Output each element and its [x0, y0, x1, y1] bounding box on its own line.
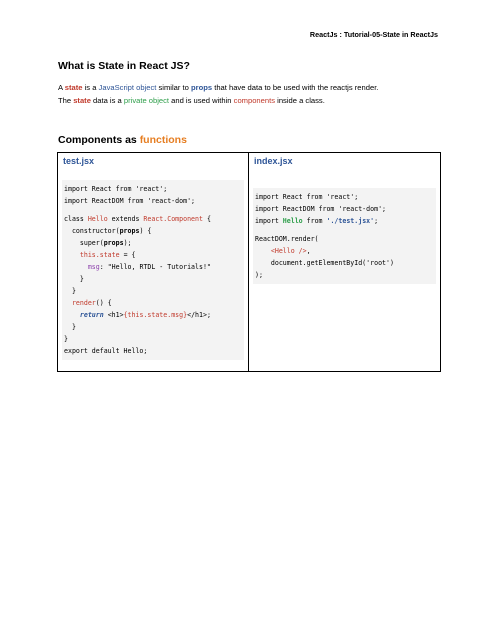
- code-line: document.getElementById('root'): [255, 259, 394, 267]
- code-line: export default Hello;: [64, 347, 148, 355]
- code-line: }: [64, 335, 68, 343]
- code-line: ReactDOM.render(: [255, 235, 319, 243]
- code-line: super(props);: [64, 239, 132, 247]
- code-line: render() {: [71, 299, 112, 307]
- section-heading-components: Components as functions: [58, 134, 187, 146]
- file-title-test-jsx: test.jsx: [63, 156, 95, 166]
- code-line: <Hello />,: [270, 247, 311, 255]
- code-line: }: [64, 323, 76, 331]
- code-line: return <h1>{this.state.msg}</h1>;: [79, 311, 211, 319]
- intro-paragraph: [58, 81, 448, 107]
- heading-highlight-functions: functions: [139, 134, 187, 146]
- term-private-object: private object: [123, 96, 170, 105]
- left-column: [58, 153, 249, 372]
- intro-line-2: The state data is a private object and is used within components inside a class.: [58, 96, 325, 105]
- code-line: import ReactDOM from 'react-dom';: [64, 197, 196, 205]
- term-state: state: [64, 83, 83, 92]
- right-column: [249, 153, 441, 372]
- code-line: this.state = {: [79, 251, 136, 259]
- term-props: props: [190, 83, 213, 92]
- term-components: components: [233, 96, 276, 105]
- code-line: msg: "Hello, RTDL - Tutorials!": [87, 263, 211, 271]
- code-block-test-jsx: [62, 180, 244, 360]
- section-heading-state: What is State in React JS?: [58, 60, 190, 72]
- code-line: class Hello extends React.Component {: [64, 215, 211, 223]
- file-title-index-jsx: index.jsx: [254, 156, 293, 166]
- term-state-2: state: [73, 96, 91, 105]
- code-line: );: [255, 271, 263, 279]
- code-line: }: [64, 275, 84, 283]
- code-line: import Hello from './test.jsx';: [255, 217, 379, 225]
- code-line: import React from 'react';: [255, 193, 359, 201]
- page-header: ReactJs : Tutorial-05-State in ReactJs: [309, 30, 438, 39]
- code-line: import React from 'react';: [64, 185, 168, 193]
- code-line: import ReactDOM from 'react-dom';: [255, 205, 387, 213]
- intro-line-1: A state is a JavaScript object similar to props that have data to be used with the reactjs render.: [58, 83, 379, 92]
- code-line: constructor(props) {: [64, 227, 152, 235]
- code-block-index-jsx: [253, 188, 436, 284]
- term-javascript-object: JavaScript object: [98, 83, 157, 92]
- code-line: }: [64, 287, 76, 295]
- code-comparison-table: [57, 152, 441, 372]
